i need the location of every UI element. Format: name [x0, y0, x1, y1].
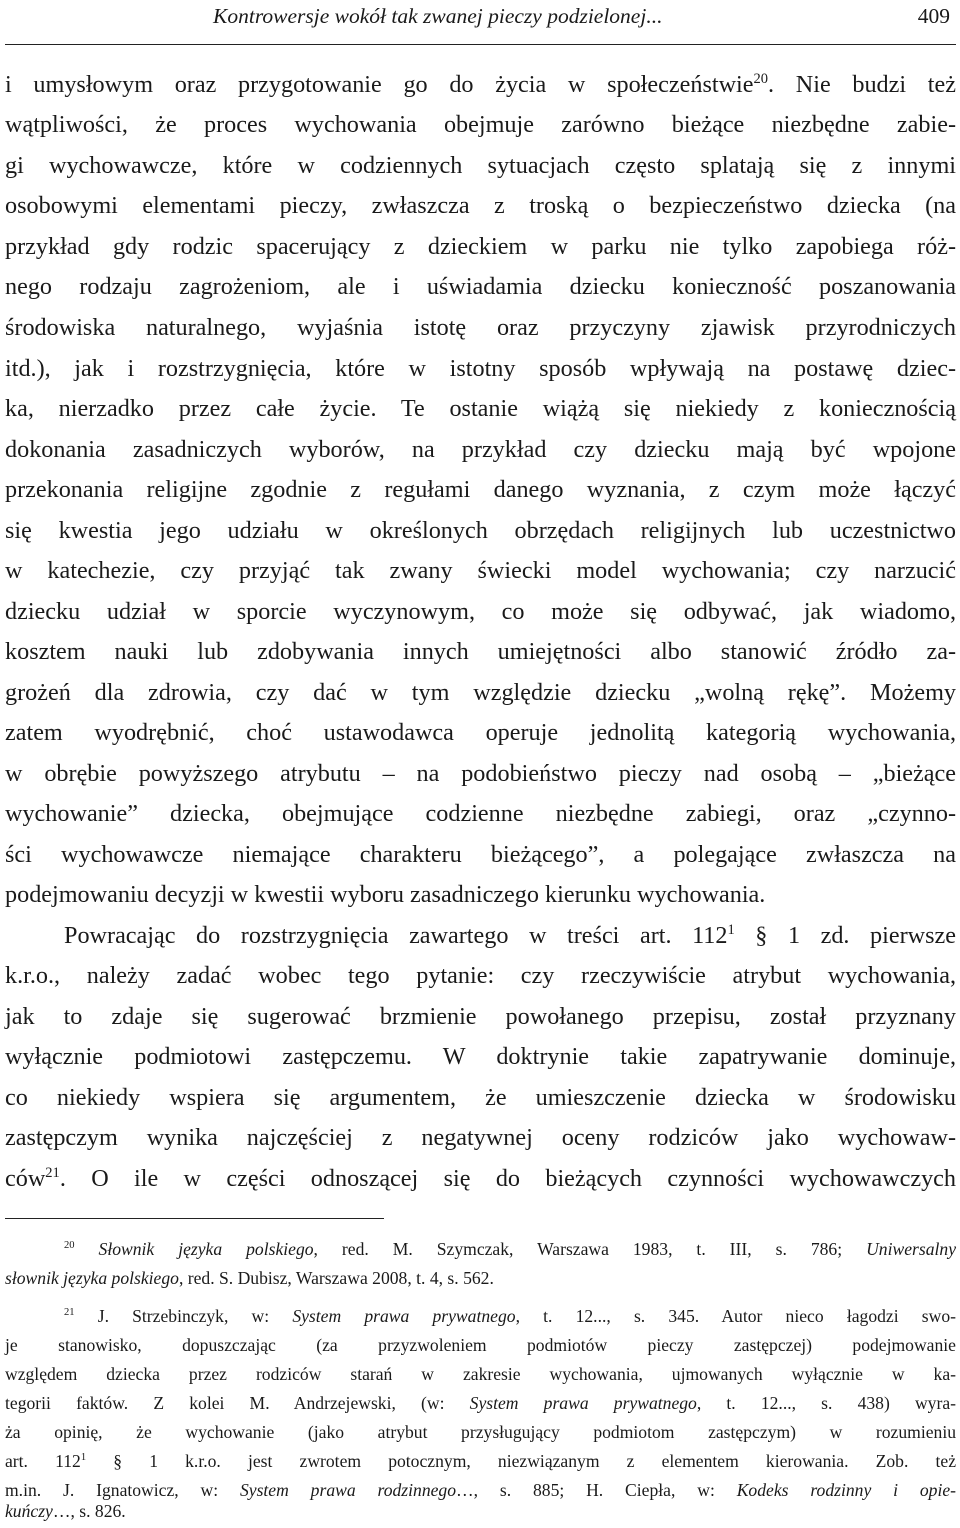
- footnote-21-line: [5, 1447, 956, 1476]
- text-line: środowiska naturalnego, wyjaśnia istotę oraz przyczyny zjawisk przyrodniczych: [5, 314, 956, 341]
- footnote-ref: 20: [753, 70, 769, 87]
- footnote-20-line: [64, 1235, 956, 1264]
- text-run: . O ile w części odnoszącej się do bieżących czynności wychowawczych: [59, 1165, 956, 1192]
- running-header: [5, 0, 956, 45]
- text-line: [5, 65, 956, 105]
- text-run: . Nie budzi też: [768, 71, 956, 98]
- footnote-21-line: je stanowisko, dopuszczając (za przyzwoleniem podmiotów pieczy zastępczej) podejmowanie: [5, 1335, 956, 1355]
- text-run: kuńczy: [5, 1501, 53, 1521]
- footnote-21-line: [5, 1389, 956, 1418]
- text-line: k.r.o., należy zadać wobec tego pytanie: czy rzeczywiście atrybut wychowania,: [5, 962, 956, 989]
- text-line: przekonania religijne zgodnie z regułami danego wyznania, z czym może łączyć: [5, 476, 956, 503]
- text-run: m.in. J. Ignatowicz, w:: [5, 1480, 240, 1500]
- text-line: osobowymi elementami pieczy, zwłaszcza z troską o bezpieczeństwo dziecka (na: [5, 192, 956, 219]
- footnote-20-line: [5, 1264, 956, 1293]
- superscript: 1: [80, 1452, 87, 1464]
- text-line: przykład gdy rodzic spacerujący z dzieckiem w parku nie tylko zapobiega róż-: [5, 233, 956, 260]
- running-title: Kontrowersje wokół tak zwanej pieczy podzielonej...: [213, 4, 663, 28]
- text-line: ka, nierzadko przez całe życie. Te ostanie wiążą się niekiedy z koniecznością: [5, 395, 956, 422]
- text-run: J. Strzebinczyk, w:: [97, 1306, 293, 1326]
- text-line: kosztem nauki lub zdobywania innych umiejętności albo stanowić źródło za-: [5, 638, 956, 665]
- text-run: i umysłowym oraz przygotowanie go do życia w społeczeństwie: [5, 71, 754, 98]
- text-run: Słownik języka polskiego: [98, 1239, 314, 1259]
- text-line: grożeń dla zdrowia, czy dać w tym względzie dziecku „wolną rękę”. Możemy: [5, 679, 956, 706]
- text-line: wątpliwości, że proces wychowania obejmuje zarówno bieżące niezbędne zabie-: [5, 111, 956, 138]
- text-run: System prawa prywatnego: [292, 1306, 516, 1326]
- text-run: Powracając do rozstrzygnięcia zawartego w treści art. 112: [64, 922, 728, 949]
- text-run: , t. 12..., s. 438) wyra-: [696, 1393, 957, 1413]
- text-run: słownik języka polskiego: [5, 1268, 179, 1288]
- text-run: art. 112: [5, 1451, 81, 1471]
- footnote-21-line: ża opinię, że wychowanie (jako atrybut przysługujący podmiotom zastępczym) w rozumieniu: [5, 1422, 956, 1442]
- text-run: , red. S. Dubisz, Warszawa 2008, t. 4, s. 562.: [178, 1268, 494, 1288]
- text-line: jak to zdaje się sugerować brzmienie powołanego przepisu, został przyznany: [5, 1003, 956, 1030]
- footnote-ref: 21: [45, 1164, 60, 1181]
- text-run: Uniwersalny: [866, 1239, 956, 1259]
- footnote-number: 20: [64, 1240, 75, 1252]
- footnote-21-line: [64, 1302, 956, 1331]
- text-line: dziecku udział w sporcie wyczynowym, co może się odbywać, jak wiadomo,: [5, 598, 956, 625]
- footnote-21-line: względem dziecka przez rodziców starań w zakresie wychowania, ujmowanych wyłącznie w ka-: [5, 1364, 956, 1384]
- text-line: gi wychowawcze, które w codziennych sytuacjach często splatają się z innymi: [5, 152, 956, 179]
- text-run: , red. M. Szymczak, Warszawa 1983, t. III, s. 786;: [313, 1239, 867, 1259]
- text-run: …, s. 826.: [52, 1501, 126, 1521]
- text-run: tegorii faktów. Z kolei M. Andrzejewski, (w:: [5, 1393, 470, 1413]
- text-run: , t. 12..., s. 345. Autor nieco łagodzi swo-: [515, 1306, 956, 1326]
- text-line: wychowanie” dziecka, obejmujące codzienne niezbędne zabiegi, oraz „czynno-: [5, 800, 956, 827]
- text-line: nego rodzaju zagrożeniom, ale i uświadamia dziecku konieczność poszanowania: [5, 273, 956, 300]
- text-line: się kwestia jego udziału w określonych obrzędach religijnych lub uczestnictwo: [5, 517, 956, 544]
- text-line: w katechezie, czy przyjąć tak zwany świecki model wychowania; czy narzucić: [5, 557, 956, 584]
- text-line: co niekiedy wspiera się argumentem, że umieszczenie dziecka w środowisku: [5, 1084, 956, 1111]
- footnote-divider: [5, 1218, 384, 1219]
- text-line: wyłącznie podmiotowi zastępczemu. W doktrynie takie zapatrywanie dominuje,: [5, 1043, 956, 1070]
- page-number: 409: [917, 4, 950, 28]
- text-run: System prawa rodzinnego: [239, 1480, 457, 1500]
- text-run: § 1 k.r.o. jest zwrotem potocznym, niezwiązanym z elementem kierowania. Zob. też: [86, 1451, 956, 1471]
- text-run: System prawa prywatnego: [469, 1393, 697, 1413]
- superscript: 1: [727, 921, 735, 938]
- footnote-number: 21: [64, 1307, 75, 1319]
- text-line: itd.), jak i rozstrzygnięcia, które w istotny sposób wpływają na postawę dziec-: [5, 355, 956, 382]
- text-run: § 1 zd. pierwsze: [734, 922, 956, 949]
- text-line: zastępczym wynika najczęściej z negatywnej oceny rodziców jako wychowaw-: [5, 1124, 956, 1151]
- text-line: [5, 1159, 956, 1199]
- footnote-21-line: [5, 1497, 956, 1526]
- text-line: ści wychowawcze niemające charakteru bieżącego”, a polegające zwłaszcza na: [5, 841, 956, 868]
- text-line: w obrębie powyższego atrybutu – na podobieństwo pieczy nad osobą – „bieżące: [5, 760, 956, 787]
- text-run: Kodeks rodzinny i opie-: [736, 1480, 956, 1500]
- text-line: dokonania zasadniczych wyborów, na przykład czy dziecku mają być wpojone: [5, 436, 956, 463]
- text-line: podejmowaniu decyzji w kwestii wyboru zasadniczego kierunku wychowania.: [5, 881, 766, 908]
- text-run: ców: [5, 1165, 46, 1192]
- text-run: …, s. 885; H. Ciepła, w:: [456, 1480, 737, 1500]
- text-line: [64, 916, 956, 956]
- text-line: zatem wyodrębnić, choć ustawodawca operuje jednolitą kategorią wychowania,: [5, 719, 956, 746]
